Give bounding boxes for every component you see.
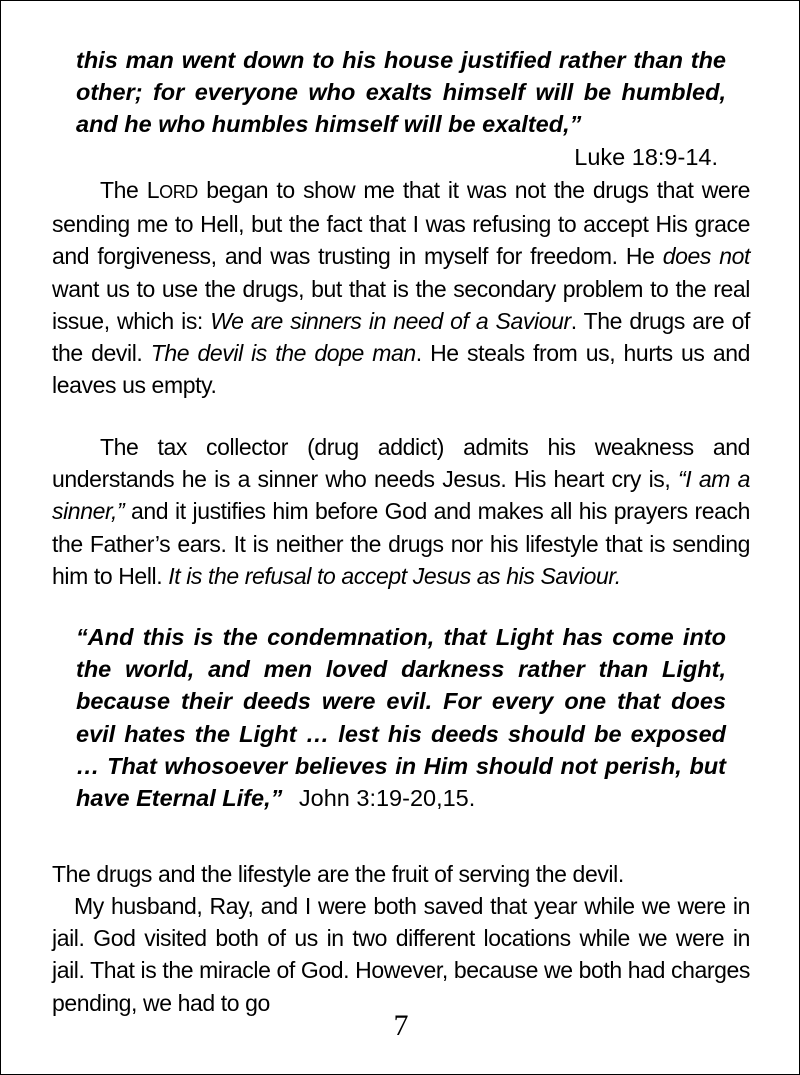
page-number: 7 — [393, 1009, 409, 1042]
para4-text: My husband, Ray, and I were both saved that year while we were in jail. God visited both of us in two different locations while we were in jail. That is the miracle of God. However, because we both had charges pending, we had to go — [52, 893, 750, 1016]
para2-text-a: The tax collector (drug addict) admits his weakness and understands he is a sinner who needs Jesus. His heart cry is, — [52, 434, 750, 493]
para1-text-a: The — [100, 177, 147, 203]
para1-text-e: . He steals from us, hurts us and leaves us empty. — [52, 340, 750, 399]
para1-italic-sinners: We are sinners in need of a Saviour — [210, 307, 571, 334]
lord-smallcaps — [147, 177, 198, 203]
lord-initial: L — [146, 177, 160, 203]
para1-italic-does-not: does not — [662, 243, 750, 270]
body-paragraph-2 — [52, 431, 750, 592]
scripture-quote-luke — [76, 44, 726, 173]
para2-italic-refusal: It is the refusal to accept Jesus as his Saviour. — [168, 562, 621, 589]
para1-text-b: began to show me that it was not the drugs that were sending me to Hell, but the fact that I was refusing to accept His grace and forgiveness, and was trusting in myself for freedom. He — [52, 177, 750, 270]
quote-john-reference: John 3:19-20,15. — [298, 785, 476, 812]
para2-text-b: and it justifies him before God and makes all his prayers reach the Father’s ears. It is neither the drugs nor his lifestyle that is sending him to Hell. — [52, 498, 750, 589]
quote-luke-text: this man went down to his house justified rather than the other; for everyone who exalts himself will be humbled, and he who humbles himself will be exalted,” — [76, 47, 726, 138]
lord-rest: ORD — [159, 182, 198, 202]
quote-luke-reference: Luke 18:9-14. — [574, 143, 718, 170]
para1-italic-dope-man: The devil is the dope man — [150, 340, 416, 367]
para1-text-c: want us to use the drugs, but that is the secondary problem to the real issue, which is: — [52, 275, 750, 334]
quote-john-text: “And this is the condemnation, that Light has come into the world, and men loved darkness rather than Light, because their deeds were evil. For every one that does evil hates the Light … lest his deeds should be exposed … That whosoever believes in Him should not perish, but have Eternal Life,” — [76, 624, 726, 812]
body-paragraph-4 — [52, 890, 750, 1019]
para1-text-d: . The drugs are of the devil. — [52, 307, 750, 367]
scripture-quote-john — [76, 621, 726, 814]
body-paragraph-3 — [52, 858, 750, 890]
para2-italic-sinner: “I am a sinner,” — [52, 466, 750, 525]
para3-text: The drugs and the lifestyle are the fruit of serving the devil. — [52, 861, 624, 887]
body-paragraph-1 — [52, 174, 750, 401]
